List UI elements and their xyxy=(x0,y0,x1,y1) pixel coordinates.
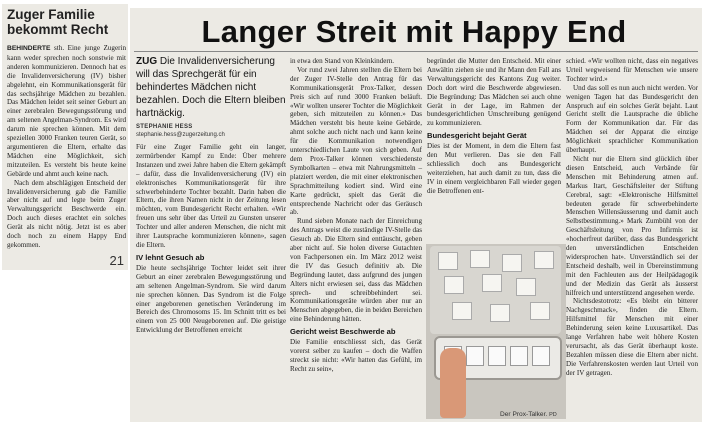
symbol-card xyxy=(502,254,522,272)
column-3 xyxy=(427,57,561,196)
author-email: stephanie.hess@zugerzeitung.ch xyxy=(136,132,225,138)
symbol-card xyxy=(490,304,510,322)
lead-keyword: ZUG xyxy=(136,56,158,67)
col3-paragraph-2: Dies ist der Moment, in dem die Eltern fast den Mut verlieren. Das sie den Fall schliesslich doch ans Bundesgericht weiterziehen, hat auch damit zu tun, dass die IV in einem vergleichbaren Fall wieder gegen die Betroffenen ent- xyxy=(427,142,561,195)
col4-paragraph-1: schied. «Wir wollten nicht, dass ein negatives Urteil wegweisend für Menschen wie unsere Tochter wird.» xyxy=(566,57,698,83)
article-headline: Langer Streit mit Happy End xyxy=(201,14,627,49)
device-key xyxy=(488,346,506,366)
col1-paragraph-2: Die heute sechsjährige Tochter leidet seit ihrer Geburt an einer zerebralen Bewegungsstörung und am seltenen Angelman-Syndrom. Sie wird darum nie sprechen können. Das Syndrom ist die Folge einer angeborenen genetischen Veränderung im Bereich des Chromosoms 15. Im Schnitt tritt es bei einem von 25 000 Neugeborenen auf. Die geistige Entwicklung der Betroffenen erreicht xyxy=(136,263,286,335)
col3-paragraph-1: begründet die Mutter den Entscheid. Mit einer Anwältin ziehen sie und ihr Mann den Fall ans Verwaltungsgericht des Kantons Zug weiter. Doch dort wird die Beschwerde abgewiesen. Die Begründung: Das Mädchen sei auch ohne Gerät in der Lage, im Rahmen der bundesgerichtlichen Umschreibung genügend zu kommunizieren. xyxy=(427,57,561,128)
symbol-card xyxy=(452,302,472,320)
clipping-paragraph-2: Nach dem abschlägigen Entscheid der Invalidenversicherung gab die Familie aber nicht auf und legte beim Zuger Verwaltungsgericht Beschwerde ein. Doch auch dieses erachtet ein solches Gerät als nicht nötig. Jetzt ist es aber doch noch zu einem Happy End gekommen. xyxy=(7,178,126,249)
column-4 xyxy=(566,57,698,378)
subheading-bundesgericht: Bundesgericht bejaht Gerät xyxy=(427,131,527,141)
lead-text: Die Invalidenversicherung will das Sprechgerät für ein behindertes Mädchen nicht bezahlen. Doch die Eltern bleiben hartnäckig. xyxy=(136,56,286,119)
symbol-card xyxy=(438,252,458,270)
symbol-card xyxy=(534,251,554,269)
column-1 xyxy=(136,143,286,335)
col2-paragraph-1: in etwa den Stand von Kleinkindern. xyxy=(290,57,395,65)
byline xyxy=(136,123,225,139)
col4-paragraph-2: Und das soll es nun auch nicht werden. Vor wenigen Tagen hat das Bundesgericht den Anspruch auf ein solches Gerät bejaht. Laut Gericht stellt die Lautsprache die übliche Form der Kommunikation dar. Für das Mädchen sei der Apparat die einzige Möglichkeit sprachlicher Kommunikation überhaupt. xyxy=(566,83,698,155)
col2-paragraph-4: Die Familie entschliesst sich, das Gerät vorerst selber zu kaufen – doch die Waffen streckt sie nicht: «Wir hatten das Gefühl, im Recht zu sein», xyxy=(290,338,422,373)
clipping-runin: BEHINDERTE xyxy=(7,45,51,52)
author-name: STEPHANIE HESS xyxy=(136,124,193,130)
headline-rule xyxy=(134,51,698,52)
page-number: 21 xyxy=(109,253,124,268)
subheading-gericht: Gericht weist Beschwerde ab xyxy=(290,327,396,337)
symbol-card xyxy=(444,276,464,294)
col2-paragraph-3: Rund sieben Monate nach der Einreichung des Antrags weist die zuständige IV-Stelle das Gesuch ab. Die Eltern sind enttäuscht, geben aber nicht auf. Sie holen diverse Gutachten von Fachpersonen ein. Im März 2012 weist die IV das Gesuch definitiv ab. Die Begründung lautet, dass aufgrund des jungen Alters nicht erwiesen sei, dass das Mädchen sprech- und schreibbehindert sei. Kommunikationsgeräte würden aber nur an Menschen abgegeben, die in beiden Bereichen eine Behinderung hätten. xyxy=(290,217,422,324)
col4-paragraph-3: Nicht nur die Eltern sind glücklich über diesen Entscheid, auch Verbände für Menschen mit Behinderung atmen auf. Markus Itart, Geschäftsleiter der Stiftung Cerebral, sagt: «Elektronische Hilfsmittel bedeuten gerade für schwerbehinderte Menschen Willensäusserung und damit auch Selbstbestimmung.» Mark Zumbühl von der Geschäftsleitung von Pro Infirmis ist «hocherfreut darüber, dass das Bundesgericht den unverständlichen Entscheiden widersprochen hat». Unverständlich sei der Entscheid deshalb, weil in Übereinstimmung mit den Fachleuten aus der Heilpädagogik und der Medizin das Gerät als äusserst hilfreich und unterstützend angesehen werde. xyxy=(566,154,698,297)
photo-caption xyxy=(500,411,557,418)
device-key xyxy=(532,346,550,366)
col1-paragraph-1: Für eine Zuger Familie geht ein langer, zermürbender Kampf zu Ende: Über mehrere Instanzen und zwei Jahre haben die Eltern gekämpft – dafür, dass die Invalidenversicherung (IV) ein elektronisches Kommunikationsgerät für ihre schwerbehinderte Tochter bezahlt. Darin haben die Eltern, die ihren Namen nicht in der Zeitung lesen möchten, vom Bundesgericht Recht erhalten. «Wir freuen uns sehr über das Urteil zu Gunsten unserer Tochter und aller anderen Menschen, die nicht mit ihrer Lautsprache kommunizieren können», sagen die Eltern. xyxy=(136,143,286,249)
clipping-intro: sth. Eine junge Zugerin kann weder sprechen noch sonstwie mit anderen kommunizieren. Dennoch hat es die Invalidenversicherung (IV) bisher abgelehnt, ein Kommunikationsgerät für das sechsjährige Mädchen zu bezahlen. Das Mädchen leidet seit seiner Geburt an einer zerebralen Bewegungsstörung und am seltenen Angelman-Syndrom. Es wird darum nie sprechen können. Mit dem speziellen 3000 Franken teuren Gerät, so argumentieren die Eltern, erhalte das Mädchen eine Möglichkeit, sich mitzuteilen. Es versteht bis heute keine Gebärde und ahmt auch keine nach. xyxy=(7,44,126,178)
news-clipping-short xyxy=(2,4,128,270)
news-article xyxy=(130,8,702,422)
col2-paragraph-2: Vor rund zwei Jahren stellten die Eltern bei der Zuger IV-Stelle den Antrag für das Kommunikationsgerät Prox-Talker, dessen Preis sich auf rund 3000 Franken beläuft. «Wir wollten unserer Tochter die Möglichkeit geben, sich mitzuteilen zu können.» Das Mädchen versteht bis heute keine Gebärde, ahmt solche auch nicht nach und kann keine für die Kommunikation notwendigen unterschiedlichen Laute von sich geben. Auf dem Prox-Talker können verschiedenste Symbolkarten – etwa mit Nahrungsmitteln – platziert werden, die mit einer elektronischen Sprachmitteilung kodiert sind. Wird eine Karte gedrückt, spielt das Gerät die entsprechende Nachricht oder das Geräusch ab. xyxy=(290,65,422,217)
device-key xyxy=(510,346,528,366)
pointing-hand xyxy=(440,348,466,418)
column-2 xyxy=(290,57,422,374)
clipping-paragraph-1 xyxy=(7,44,126,179)
article-lead xyxy=(136,55,286,120)
symbol-card xyxy=(530,302,550,320)
symbol-card xyxy=(470,250,490,268)
col4-paragraph-4: Nichtsdestotrotz: «Es bleibt ein bitterer Nachgeschmack», finden die Eltern. Hilfsmittel für Menschen mit einer Behinderung seien keine Luxusartikel. Das lange Verfahren habe weit höhere Kosten verursacht, als das Gerät überhaupt koste. Bezahlen müssen diese die Eltern aber nicht. Die Verfahrenskosten werden laut Urteil von der IV getragen. xyxy=(566,297,698,377)
caption-source: PD xyxy=(549,412,557,418)
prox-talker-photo xyxy=(426,244,566,419)
device-key xyxy=(466,346,484,366)
symbol-card xyxy=(516,278,536,296)
clipping-body xyxy=(7,44,126,250)
symbol-card-board xyxy=(430,246,561,334)
subheading-iv: IV lehnt Gesuch ab xyxy=(136,252,205,262)
symbol-card xyxy=(482,274,502,292)
clipping-headline: Zuger Familie bekommt Recht xyxy=(7,7,109,37)
caption-text: Der Prox-Talker. xyxy=(500,411,548,418)
